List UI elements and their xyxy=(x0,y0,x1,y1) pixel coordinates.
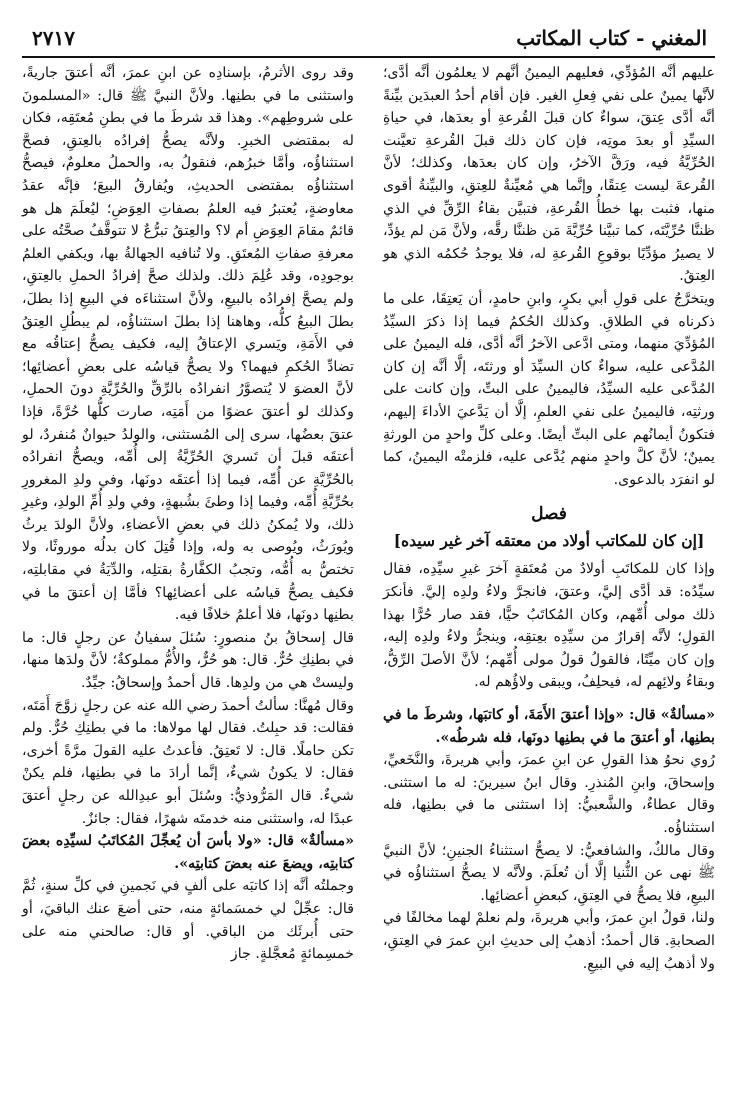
page-header xyxy=(22,22,715,58)
paragraph: وإذا كان للمكاتَبِ أولادٌ من مُعتَقةٍ آخرَ غيرِ سيِّدِه، فقال سيِّدُه: قد أدَّى إليَّ، وعتقَ، فانجرَّ ولاءُ ولدِه إليَّ. فأنكرَ ذلك مولى أُمِّهم، وكان المُكاتَبُ حيًّا، فقد صار حُرًّا بهذا القولِ؛ لأنَّه إقرارٌ من سيِّدِه بعِتقِه، وينجرُّ ولاءُ ولدِه إليه، وإن كان ميِّتًا، فالقولُ قولُ مولى أُمِّهم؛ لأنَّ الأصلَ الرِّقُّ، وبقاءُ ولائِهم له، فيحلِفُ، ويبقى ولاؤُهم له. xyxy=(383,561,715,691)
paragraph: وجملتُه أنَّه إذا كاتبَه على ألفٍ في نَجمينِ في كلِّ سنةٍ، ثُمَّ قال: عجِّلْ لي خمسَمائةٍ منه، حتى أضعَ عنك الباقيَ، أو حتى أُبرئَك من الباقي. أو قال: صالحني منه على خمسِمائةٍ مُعجَّلةٍ. جاز xyxy=(22,878,354,963)
paragraph: ويتخرَّجُ على قولِ أبي بكرٍ، وابنِ حامدٍ، أن يَعتِقَا، على ما ذكرناه في الطلاقِ. وكذلك الحُكمُ فيما إذا ذكرَ السيِّدُ المُؤدِّيَ منهما، ومتى ادَّعى الآخرُ أنَّه أدَّى، فله اليمينُ على المُدَّعى عليه، سواءٌ كان السيِّدَ أو ورثتَه، إلَّا أنَّه إن كان المُدَّعى عليه السيِّدُ، فاليمينُ على البتِّ، وإن كانت على ورثتِه، فاليمينُ على نفي العلمِ، إلَّا أن يَدَّعيَ الأداءَ إليهم، فتكونُ أيمانُهم على البتِّ أيضًا. وعلى كلِّ واحدٍ من الورثةِ يمينٌ؛ لأنَّ كلَّ واحدٍ منهم يُدَّعى عليه، فلزمتْه اليمينُ، كما لو انفرَد بالدعوى. xyxy=(383,290,715,488)
left-column xyxy=(22,62,354,966)
paragraph: وقال مُهنَّا: سألتُ أحمدَ رضي الله عنه عن رجلٍ زوَّجَ أَمَتَه، فقالت: قد حبِلتُ. فقال لها مولاها: ما في بطنِكِ حُرٌّ. ولم تكن حاملًا. قال: لا تَعتِقُ. فأعدتُ عليه القولَ مرَّةً أخرى، فقال: لا يكونُ شيءٌ، إنَّما أرادَ ما في بطنِها، فلم يكنْ شيءٌ. قال المَرُّوذيُّ: وسُئلَ أبو عبدِالله عن رجلٍ أعتقَ عبدًا له، واستثنى منه خدمتَه شهرًا، فقال: جائزٌ. xyxy=(22,697,354,827)
section-heading: فصل xyxy=(531,504,567,525)
right-column xyxy=(383,62,715,975)
paragraph: عليهم أنَّه المُؤدِّي، فعليهم اليمينُ أنَّهم لا يعلمُون أنَّه أدَّى؛ لأنَّها يمينٌ على نفي فِعلِ الغير. فإن أقام أحدُ العبدَين بيِّنةً أنَّه أدَّى عِتقَ، سواءٌ كان قبلَ القُرعةِ أو بعدَها، في حياةِ السيِّدِ أو بعدَ موتِه، فإن كان ذلك قبلَ القُرعةِ تعيَّنت الحُرِّيَّةُ فيه، ورَقَّ الآخرُ، وإن كان بعدَها، وكذلك؛ لأنَّ القُرعةَ ليست عِتقًا، وإنَّما هي مُعيِّنةٌ للعِتقِ، والبيِّنةُ أقوى منها، فثبت بها خطأُ القُرعةِ، فتبيَّن بقاءُ الرِّقِّ في الذي ظننَّا حُرِّيَّتَه، كما تبيَّنا حُرِّيَّةَ مَن ظننَّا رقَّه، ولأنَّ مَن لم يؤدِّ، لا يصيرُ مؤدِّيًا بوقوعِ القُرعةِ له، فلا يوجدُ حُكمُه الذي هو العِتقُ. xyxy=(383,65,715,285)
running-title: المغني - كتاب المكاتب xyxy=(516,26,707,50)
paragraph: رُوي نحوُ هذا القولِ عن ابنِ عمرَ، وأبي هريرةَ، والنَّخَعيِّ، وإسحاقَ، وابنِ المُنذرِ. وقال ابنُ سيرينَ: له ما استثنى. وقال عطاءٌ، والشَّعبيُّ: إذا استثنى ما في بطنِها، فله استثناؤُه. xyxy=(383,752,715,836)
masala-paragraph: «مسألةٌ» قال: «وإذا أعتقَ الأَمَةَ، أو كاتبَها، وشرطَ ما في بطنِها، أو أعتقَ ما في بطنِها دونَها، فله شرطُه». xyxy=(383,707,715,746)
masala-paragraph: «مسألةٌ» قال: «ولا بأسَ أن يُعجِّلَ المُكاتَبُ لسيِّدِه بعضَ كتابتِه، ويضعَ عنه بعضَ كتابتِه». xyxy=(22,833,354,872)
section-subheading: [إن كان للمكاتب أولاد من معتقه آخر غير سيده] xyxy=(393,530,705,550)
paragraph: وقد روى الأثرمُ، بإسنادِه عن ابنِ عمرَ، أنَّه أعتقَ جاريةً، واستثنى ما في بطنِها. ولأنَّ النبيَّ ﷺ قال: «المسلمونَ على شروطِهم». وهذا قد شرطَ ما في بطنِ مُعتَقِه، فكان له بمقتضى الخبرِ. ولأنَّه يصحُّ إفرادُه بالعِتقِ، فصحَّ استثناؤُه، وأمَّا خبرُهم، فنقولُ به، والحملُ معلومٌ، فيصحُّ استثناؤُه بمقتضى الحديثِ، ويُفارقُ البيعَ؛ فإنَّه عقدُ معاوضةٍ، يُعتبرُ فيه العلمُ بصفاتِ العِوَضِ؛ ليُعلَمَ هل هو قائمٌ مقامَ العِوَضِ أم لا؟ والعِتقُ تبرُّعٌ لا تتوقَّفُ صحَّتُه على معرفةِ صفاتِ المُعتَقِ. ولا تُنافيه الجهالةُ بها، ويكفي العلمُ بوجودِه، وقد عُلِمَ ذلك. ولذلك صحَّ إفرادُ الحملِ بالعِتقِ، ولم يصحَّ إفرادُه بالبيعِ، ولأنَّ استثناءَه في البيعِ إذا بطلَ، بطلَ البيعُ كلُّه، وهاهنا إذا بطلَ استثناؤُه، لم يبطُلِ العِتقُ في الأَمَةِ، ويَسري الإعتاقُ إليه، فكيف يصحُّ إعتاقُه مع تضادِّ الحُكمِ فيهما؟ ولا يصحُّ قياسُه على بعضِ أعضائِها؛ لأنَّ العضوَ لا يُتصوَّرُ انفرادُه بالرِّقِّ والحُرِّيَّةِ دونَ الحملِ، وكذلك لو أعتقَ عضوًا من أَمَتِه، صارت كلُّها حُرَّةً، فإذا عتقَ بعضُها، سرى إلى المُستثنى، والولدُ حيوانٌ مُنفردٌ، لو أعتقَه قبلَ أن تَسريَ الحُرِّيَّةُ إلى أُمِّه، ويصحُّ انفرادُه بالحُرِّيَّةِ عن أُمِّه، فيما إذا أعتقَه دونَها، وفي ولدِ المغرورِ بحُرِّيَّةِ أُمِّه، وفيما إذا وطئَ بشُبهةٍ، وفي ولدِ أُمِّ الولدِ، وغيرِ ذلك، ولا يُمكنُ ذلك في بعضِ الأعضاءِ، ولأنَّ الولدَ يرثُ ويُورَثُ، ويُوصى به وله، وإذا قُتِلَ كان بدلُه موروثًا، ولا تختصُّ به أُمُّه، وتجبُ الكفَّارةُ بقتلِه، والدِّيَةُ في مقابلتِه، فكيف يصحُّ قياسُه على أعضائِها؟ فأمَّا إن أعتقَ ما في بطنِها دونَها، فلا أعلمُ خلافًا فيه. xyxy=(22,65,354,624)
paragraph: قال إسحاقُ بنُ منصورٍ: سُئلَ سفيانُ عن رجلٍ قال: ما في بطنِكِ حُرٌّ. قال: هو حُرٌّ، والأُمُّ مملوكةٌ؛ لأنَّ ولدَها منها، وليستْ هي من ولدِها. قال أحمدُ وإسحاقُ: جيِّدٌ. xyxy=(22,629,354,692)
paragraph: ولنا، قولُ ابنِ عمرَ، وأبي هريرةَ، ولم نعلمْ لهما مخالفًا في الصحابةِ. قال أحمدُ: أذهبُ إلى حديثِ ابنِ عمرَ في العِتقِ، ولا أذهبُ إليه في البيعِ. xyxy=(383,910,715,972)
paragraph: وقال مالكٌ، والشافعيُّ: لا يصحُّ استثناءُ الجنينِ؛ لأنَّ النبيَّ ﷺ نهى عن الثُّنيا إلَّا أن تُعلَمَ. ولأنَّه لا يصحُّ استثناؤُه في البيعِ، فلا يصحُّ في العِتقِ، كبعضِ أعضائِها. xyxy=(383,842,715,904)
page-number: ٢٧١٧ xyxy=(32,26,75,50)
